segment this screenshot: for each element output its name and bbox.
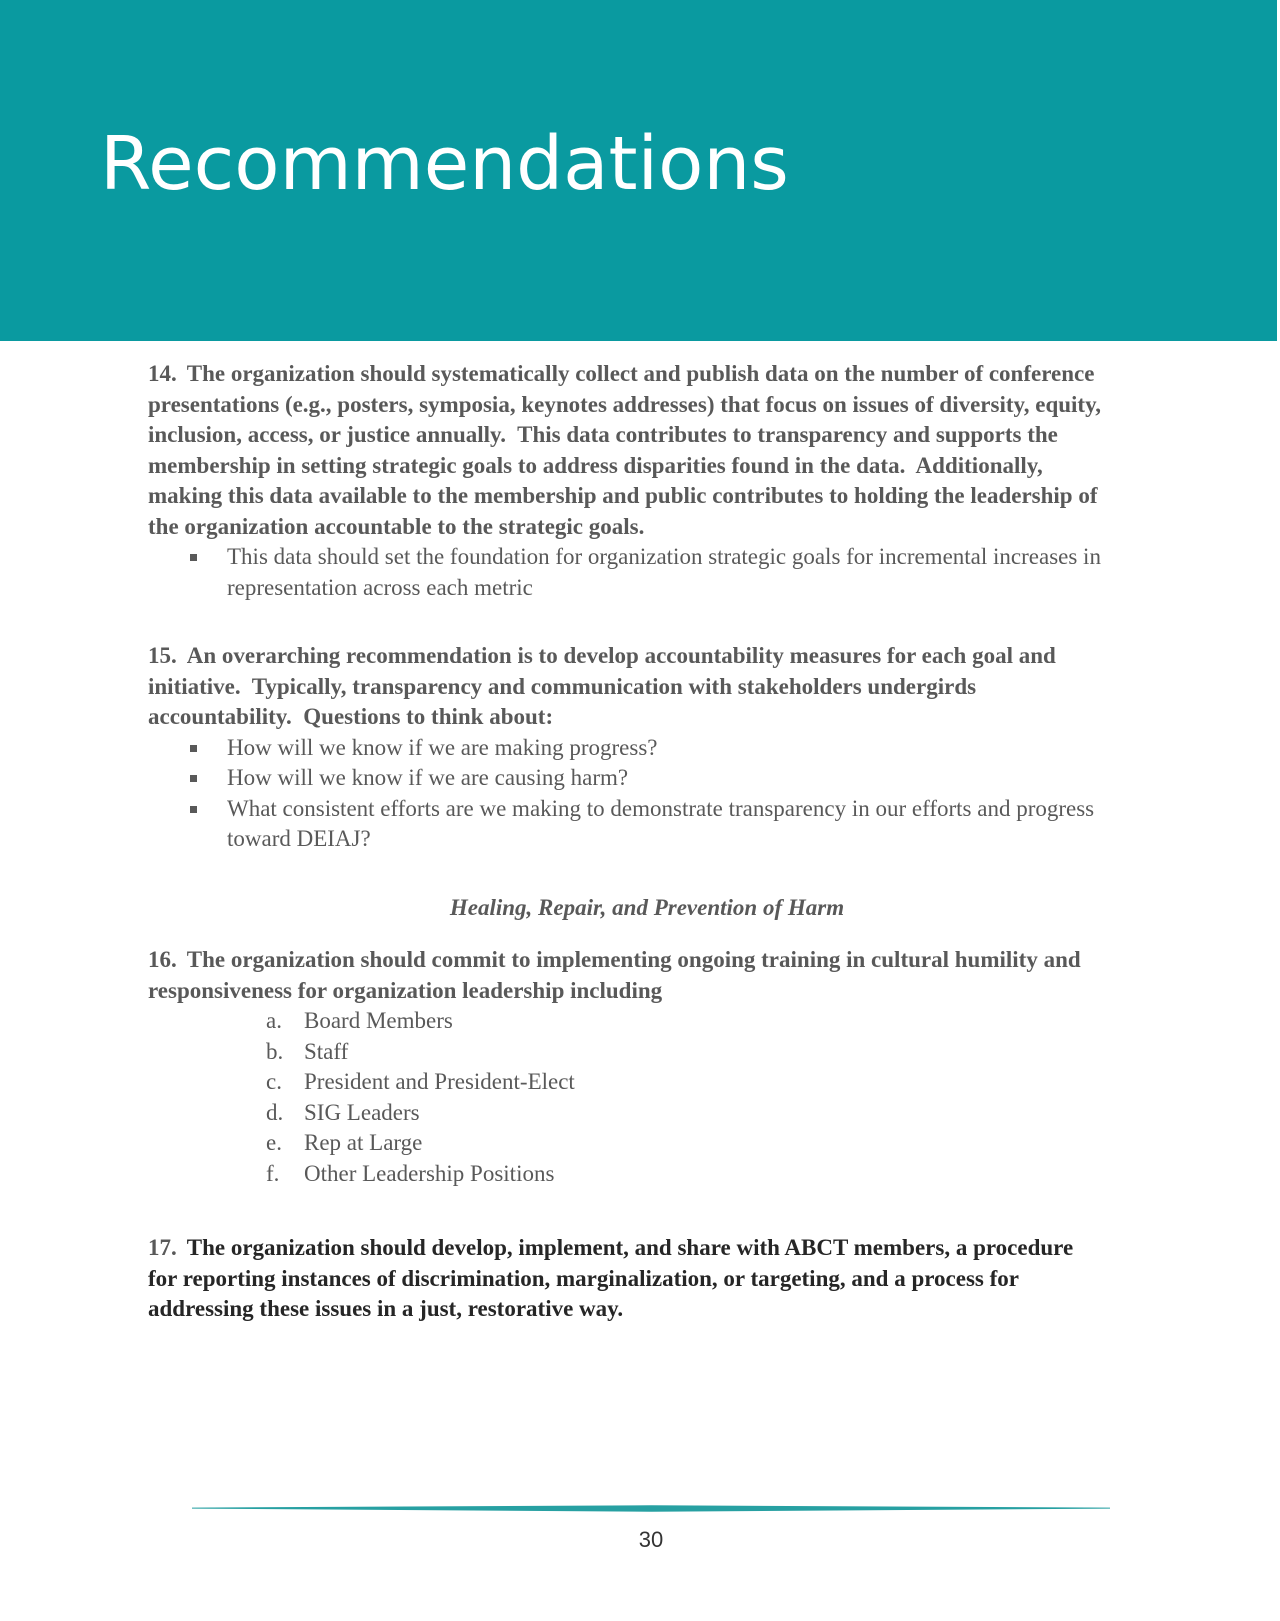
- list-item-letter: b.: [266, 1038, 284, 1064]
- item-16-text: The organization should commit to implementing ongoing training in cultural humility and responsiveness for organization leadership including: [148, 947, 1087, 1003]
- recommendation-15: [148, 641, 1106, 733]
- recommendation-17: [148, 1233, 1106, 1325]
- bullet-item: [148, 733, 1106, 764]
- item-15-number: 15.: [148, 643, 177, 668]
- tapered-divider-shape: [192, 1505, 1110, 1512]
- list-item-text: Staff: [304, 1038, 349, 1064]
- bullet-item: [148, 763, 1106, 794]
- item-15-text: An overarching recommendation is to develop accountability measures for each goal and initiative. Typically, transparency and communication with stakeholders undergirds accountability. Questions to think about:: [148, 643, 1062, 729]
- page-content: [0, 341, 1106, 1325]
- bullet-text: This data should set the foundation for organization strategic goals for incremental increases in representation across each metric: [227, 544, 1101, 600]
- list-item-text: Other Leadership Positions: [304, 1160, 555, 1186]
- page-number: 30: [638, 1527, 664, 1552]
- square-bullet-icon: [190, 775, 197, 782]
- item-14-text: The organization should systematically collect and publish data on the number of conference presentations (e.g., posters, symposia, keynotes addresses) that focus on issues of diversity, equity, inclusion, access, or justice annually. This data contributes to transparency and supports the membership in setting strategic goals to address disparities found in the data. Additionally, making this data available to the membership and public contributes to holding the leadership of the organization accountable to the strategic goals.: [148, 361, 1107, 539]
- list-item-letter: a.: [266, 1008, 282, 1033]
- list-item-text: President and President-Elect: [304, 1069, 575, 1094]
- page-title: Recommendations: [100, 121, 789, 207]
- list-item-text: Board Members: [304, 1008, 453, 1033]
- list-item: [148, 1098, 1106, 1129]
- recommendation-16-lettered-list: [148, 1006, 1106, 1189]
- bullet-text: How will we know if we are causing harm?: [227, 765, 629, 790]
- recommendation-16: [148, 945, 1106, 1006]
- bullet-text: What consistent efforts are we making to demonstrate transparency in our efforts and progress toward DEIAJ?: [227, 795, 1095, 851]
- title-banner: [0, 0, 1277, 341]
- bullet-item: [148, 794, 1106, 855]
- list-item: [148, 1159, 1106, 1190]
- square-bullet-icon: [190, 745, 197, 752]
- list-item: [148, 1128, 1106, 1159]
- list-item-letter: d.: [266, 1099, 284, 1125]
- item-17-text: The organization should develop, implement, and share with ABCT members, a procedure for reporting instances of discrimination, marginalization, or targeting, and a process for addressing these issues in a just, restorative way.: [148, 1235, 1079, 1321]
- square-bullet-icon: [190, 806, 197, 813]
- square-bullet-icon: [190, 554, 197, 561]
- page-footer: [192, 1499, 1110, 1553]
- list-item: [148, 1006, 1106, 1037]
- list-item-text: SIG Leaders: [304, 1099, 420, 1125]
- item-17-number: 17.: [148, 1235, 177, 1260]
- bullet-item: [148, 542, 1106, 603]
- list-item-letter: f.: [266, 1160, 280, 1186]
- list-item: [148, 1067, 1106, 1098]
- item-16-number: 16.: [148, 947, 177, 972]
- item-14-number: 14.: [148, 361, 177, 386]
- recommendation-15-bullets: [148, 733, 1106, 855]
- recommendation-14-bullets: [148, 542, 1106, 603]
- list-item: [148, 1037, 1106, 1068]
- bullet-text: How will we know if we are making progress?: [227, 734, 658, 760]
- list-item-letter: c.: [266, 1069, 282, 1094]
- list-item-text: Rep at Large: [304, 1130, 423, 1155]
- section-heading-healing: Healing, Repair, and Prevention of Harm: [449, 894, 845, 920]
- list-item-letter: e.: [266, 1130, 282, 1155]
- recommendation-14: [148, 359, 1106, 542]
